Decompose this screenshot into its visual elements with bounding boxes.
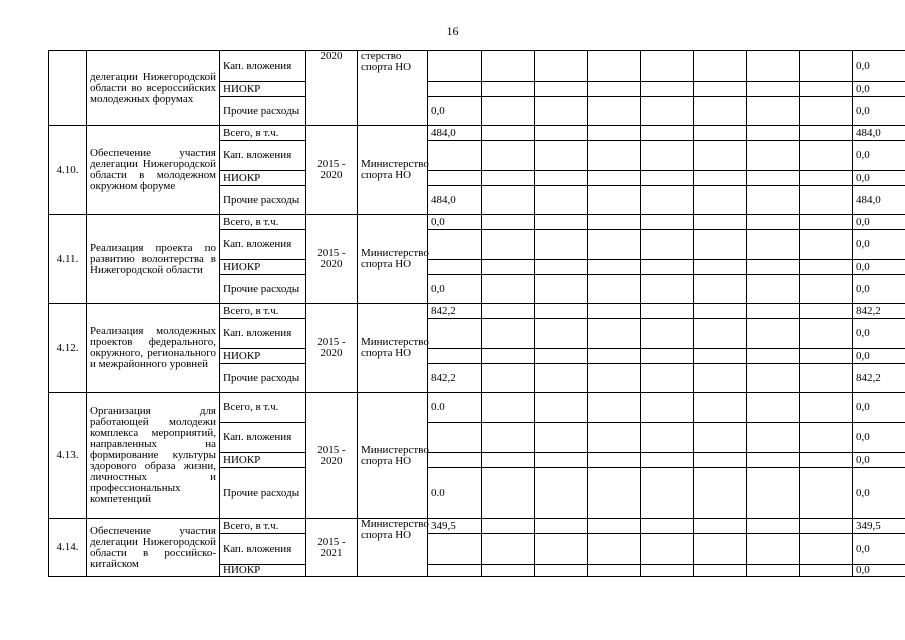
empty-cell xyxy=(694,423,747,453)
item-name: Обеспечение участия делегации Нижегородской области в российско-китайском xyxy=(87,519,220,577)
empty-cell xyxy=(800,364,853,393)
empty-cell xyxy=(747,519,800,534)
empty-cell xyxy=(588,319,641,349)
page-number: 16 xyxy=(446,24,459,38)
empty-cell xyxy=(800,534,853,565)
empty-cell xyxy=(641,364,694,393)
empty-cell xyxy=(588,519,641,534)
total-cell: 0,0 xyxy=(853,82,905,97)
empty-cell xyxy=(641,534,694,565)
empty-cell xyxy=(694,304,747,319)
funding-category: Прочие расходы xyxy=(220,186,306,215)
empty-cell xyxy=(535,230,588,260)
empty-cell xyxy=(747,534,800,565)
empty-cell xyxy=(800,468,853,519)
empty-cell xyxy=(747,364,800,393)
empty-cell xyxy=(800,126,853,141)
empty-cell xyxy=(641,393,694,423)
total-cell: 842,2 xyxy=(853,304,905,319)
empty-cell xyxy=(694,126,747,141)
funding-category: Кап. вложения xyxy=(220,141,306,171)
empty-cell xyxy=(588,453,641,468)
empty-cell xyxy=(482,534,535,565)
funding-category: Кап. вложения xyxy=(220,534,306,565)
empty-cell xyxy=(800,423,853,453)
funding-category: Прочие расходы xyxy=(220,364,306,393)
total-cell: 0,0 xyxy=(853,453,905,468)
total-cell: 0,0 xyxy=(853,423,905,453)
empty-cell xyxy=(694,349,747,364)
empty-cell xyxy=(588,171,641,186)
empty-cell xyxy=(694,141,747,171)
empty-cell xyxy=(482,519,535,534)
funding-category: Кап. вложения xyxy=(220,51,306,82)
funding-category: Прочие расходы xyxy=(220,275,306,304)
empty-cell xyxy=(694,519,747,534)
empty-cell xyxy=(694,275,747,304)
item-number: 4.14. xyxy=(49,519,87,577)
empty-cell xyxy=(694,97,747,126)
empty-cell xyxy=(588,186,641,215)
empty-cell xyxy=(641,468,694,519)
empty-cell xyxy=(800,186,853,215)
value-cell: 0,0 xyxy=(428,97,482,126)
value-cell xyxy=(428,141,482,171)
empty-cell xyxy=(641,260,694,275)
total-cell: 842,2 xyxy=(853,364,905,393)
empty-cell xyxy=(482,319,535,349)
responsible-body: Министерство спорта НО xyxy=(358,215,428,304)
empty-cell xyxy=(694,230,747,260)
funding-category: Прочие расходы xyxy=(220,468,306,519)
value-cell xyxy=(428,453,482,468)
empty-cell xyxy=(747,230,800,260)
empty-cell xyxy=(747,453,800,468)
empty-cell xyxy=(641,230,694,260)
value-cell: 484,0 xyxy=(428,126,482,141)
empty-cell xyxy=(535,275,588,304)
empty-cell xyxy=(588,260,641,275)
total-cell: 0,0 xyxy=(853,230,905,260)
empty-cell xyxy=(482,364,535,393)
empty-cell xyxy=(800,215,853,230)
value-cell: 0,0 xyxy=(428,215,482,230)
empty-cell xyxy=(747,97,800,126)
value-cell xyxy=(428,349,482,364)
empty-cell xyxy=(694,171,747,186)
empty-cell xyxy=(482,453,535,468)
total-cell: 349,5 xyxy=(853,519,905,534)
empty-cell xyxy=(535,171,588,186)
empty-cell xyxy=(800,453,853,468)
empty-cell xyxy=(482,126,535,141)
empty-cell xyxy=(482,51,535,82)
empty-cell xyxy=(588,275,641,304)
empty-cell xyxy=(800,304,853,319)
empty-cell xyxy=(641,275,694,304)
empty-cell xyxy=(535,51,588,82)
empty-cell xyxy=(641,51,694,82)
funding-category: Всего, в т.ч. xyxy=(220,393,306,423)
responsible-body: стерство спорта НО xyxy=(358,51,428,126)
total-cell: 484,0 xyxy=(853,186,905,215)
empty-cell xyxy=(800,97,853,126)
implementation-period: 2015 - 2021 xyxy=(306,519,358,577)
funding-category: Прочие расходы xyxy=(220,97,306,126)
empty-cell xyxy=(588,349,641,364)
table-row xyxy=(49,304,905,319)
empty-cell xyxy=(800,349,853,364)
item-number: 4.10. xyxy=(49,126,87,215)
table-row xyxy=(49,51,905,82)
empty-cell xyxy=(641,349,694,364)
table-row xyxy=(49,215,905,230)
empty-cell xyxy=(641,215,694,230)
funding-category: Всего, в т.ч. xyxy=(220,304,306,319)
item-name: Организация для работающей молодежи комплекса мероприятий, направленных на формирование культуры здорового образа жизни, личностных и профессиональных компетенций xyxy=(87,393,220,519)
empty-cell xyxy=(747,304,800,319)
empty-cell xyxy=(535,393,588,423)
empty-cell xyxy=(535,534,588,565)
total-cell: 0,0 xyxy=(853,468,905,519)
empty-cell xyxy=(694,453,747,468)
total-cell: 0,0 xyxy=(853,393,905,423)
empty-cell xyxy=(482,171,535,186)
empty-cell xyxy=(747,171,800,186)
empty-cell xyxy=(535,186,588,215)
empty-cell xyxy=(535,364,588,393)
empty-cell xyxy=(588,364,641,393)
empty-cell xyxy=(588,304,641,319)
empty-cell xyxy=(747,468,800,519)
empty-cell xyxy=(482,468,535,519)
empty-cell xyxy=(747,565,800,577)
empty-cell xyxy=(588,565,641,577)
empty-cell xyxy=(694,215,747,230)
implementation-period: 2015 - 2020 xyxy=(306,126,358,215)
empty-cell xyxy=(694,186,747,215)
empty-cell xyxy=(535,97,588,126)
funding-category: НИОКР xyxy=(220,171,306,186)
empty-cell xyxy=(535,304,588,319)
total-cell: 0,0 xyxy=(853,260,905,275)
empty-cell xyxy=(800,275,853,304)
responsible-body: Министерство спорта НО xyxy=(358,304,428,393)
funding-category: Кап. вложения xyxy=(220,230,306,260)
value-cell xyxy=(428,171,482,186)
empty-cell xyxy=(694,260,747,275)
budget-table xyxy=(48,50,905,577)
value-cell: 842,2 xyxy=(428,304,482,319)
empty-cell xyxy=(588,468,641,519)
empty-cell xyxy=(800,51,853,82)
funding-category: НИОКР xyxy=(220,82,306,97)
empty-cell xyxy=(482,82,535,97)
empty-cell xyxy=(694,468,747,519)
total-cell: 484,0 xyxy=(853,126,905,141)
value-cell: 842,2 xyxy=(428,364,482,393)
empty-cell xyxy=(535,215,588,230)
empty-cell xyxy=(694,393,747,423)
empty-cell xyxy=(535,565,588,577)
empty-cell xyxy=(694,534,747,565)
total-cell: 0,0 xyxy=(853,171,905,186)
empty-cell xyxy=(694,364,747,393)
empty-cell xyxy=(800,519,853,534)
total-cell: 0,0 xyxy=(853,51,905,82)
empty-cell xyxy=(641,565,694,577)
empty-cell xyxy=(641,97,694,126)
value-cell xyxy=(428,82,482,97)
value-cell xyxy=(428,534,482,565)
empty-cell xyxy=(747,393,800,423)
item-number xyxy=(49,51,87,126)
funding-category: Всего, в т.ч. xyxy=(220,519,306,534)
empty-cell xyxy=(800,141,853,171)
table-row xyxy=(49,126,905,141)
value-cell xyxy=(428,423,482,453)
item-number: 4.12. xyxy=(49,304,87,393)
empty-cell xyxy=(588,126,641,141)
item-name: делегации Нижегородской области во всероссийских молодежных форумах xyxy=(87,51,220,126)
total-cell: 0,0 xyxy=(853,275,905,304)
empty-cell xyxy=(641,186,694,215)
empty-cell xyxy=(535,453,588,468)
empty-cell xyxy=(482,565,535,577)
empty-cell xyxy=(588,534,641,565)
empty-cell xyxy=(482,141,535,171)
total-cell: 0,0 xyxy=(853,565,905,577)
empty-cell xyxy=(535,468,588,519)
empty-cell xyxy=(588,82,641,97)
funding-category: Всего, в т.ч. xyxy=(220,126,306,141)
value-cell: 349,5 xyxy=(428,519,482,534)
empty-cell xyxy=(641,423,694,453)
empty-cell xyxy=(588,230,641,260)
funding-category: Кап. вложения xyxy=(220,319,306,349)
funding-category: Всего, в т.ч. xyxy=(220,215,306,230)
empty-cell xyxy=(641,319,694,349)
empty-cell xyxy=(482,423,535,453)
implementation-period: 2020 xyxy=(306,51,358,126)
implementation-period: 2015 - 2020 xyxy=(306,393,358,519)
value-cell: 0,0 xyxy=(428,275,482,304)
empty-cell xyxy=(694,51,747,82)
total-cell: 0,0 xyxy=(853,97,905,126)
value-cell xyxy=(428,51,482,82)
total-cell: 0,0 xyxy=(853,215,905,230)
item-number: 4.11. xyxy=(49,215,87,304)
empty-cell xyxy=(482,393,535,423)
empty-cell xyxy=(800,319,853,349)
empty-cell xyxy=(482,260,535,275)
empty-cell xyxy=(482,230,535,260)
empty-cell xyxy=(482,275,535,304)
empty-cell xyxy=(535,349,588,364)
empty-cell xyxy=(535,126,588,141)
empty-cell xyxy=(535,519,588,534)
empty-cell xyxy=(641,453,694,468)
empty-cell xyxy=(800,171,853,186)
empty-cell xyxy=(800,260,853,275)
empty-cell xyxy=(535,260,588,275)
empty-cell xyxy=(747,141,800,171)
implementation-period: 2015 - 2020 xyxy=(306,215,358,304)
empty-cell xyxy=(747,186,800,215)
empty-cell xyxy=(588,51,641,82)
value-cell xyxy=(428,319,482,349)
item-number: 4.13. xyxy=(49,393,87,519)
empty-cell xyxy=(588,423,641,453)
item-name: Обеспечение участия делегации Нижегородской области в молодежном окружном форуме xyxy=(87,126,220,215)
total-cell: 0,0 xyxy=(853,319,905,349)
empty-cell xyxy=(482,186,535,215)
value-cell: 0.0 xyxy=(428,468,482,519)
empty-cell xyxy=(641,82,694,97)
value-cell xyxy=(428,230,482,260)
responsible-body: Министерство спорта НО xyxy=(358,393,428,519)
empty-cell xyxy=(482,304,535,319)
responsible-body: Министерство спорта НО xyxy=(358,519,428,577)
empty-cell xyxy=(588,141,641,171)
empty-cell xyxy=(641,141,694,171)
empty-cell xyxy=(588,97,641,126)
empty-cell xyxy=(641,304,694,319)
empty-cell xyxy=(747,126,800,141)
empty-cell xyxy=(588,215,641,230)
item-name: Реализация проекта по развитию волонтерства в Нижегородской области xyxy=(87,215,220,304)
funding-category: НИОКР xyxy=(220,565,306,577)
empty-cell xyxy=(482,349,535,364)
empty-cell xyxy=(747,275,800,304)
empty-cell xyxy=(747,51,800,82)
funding-category: НИОКР xyxy=(220,453,306,468)
empty-cell xyxy=(747,82,800,97)
empty-cell xyxy=(641,171,694,186)
empty-cell xyxy=(641,519,694,534)
empty-cell xyxy=(747,215,800,230)
empty-cell xyxy=(747,319,800,349)
funding-category: НИОКР xyxy=(220,260,306,275)
empty-cell xyxy=(800,393,853,423)
table-row xyxy=(49,393,905,423)
empty-cell xyxy=(747,349,800,364)
empty-cell xyxy=(694,319,747,349)
funding-category: Кап. вложения xyxy=(220,423,306,453)
value-cell xyxy=(428,565,482,577)
item-name: Реализация молодежных проектов федерального, окружного, регионального и межрайонного уровней xyxy=(87,304,220,393)
empty-cell xyxy=(694,82,747,97)
empty-cell xyxy=(800,565,853,577)
value-cell: 484,0 xyxy=(428,186,482,215)
empty-cell xyxy=(747,260,800,275)
total-cell: 0,0 xyxy=(853,141,905,171)
empty-cell xyxy=(588,393,641,423)
implementation-period: 2015 - 2020 xyxy=(306,304,358,393)
empty-cell xyxy=(535,319,588,349)
empty-cell xyxy=(800,82,853,97)
empty-cell xyxy=(535,423,588,453)
table-row xyxy=(49,519,905,534)
value-cell xyxy=(428,260,482,275)
empty-cell xyxy=(482,97,535,126)
empty-cell xyxy=(482,215,535,230)
empty-cell xyxy=(800,230,853,260)
empty-cell xyxy=(694,565,747,577)
empty-cell xyxy=(535,141,588,171)
empty-cell xyxy=(641,126,694,141)
empty-cell xyxy=(535,82,588,97)
value-cell: 0.0 xyxy=(428,393,482,423)
funding-category: НИОКР xyxy=(220,349,306,364)
total-cell: 0,0 xyxy=(853,349,905,364)
responsible-body: Министерство спорта НО xyxy=(358,126,428,215)
empty-cell xyxy=(747,423,800,453)
total-cell: 0,0 xyxy=(853,534,905,565)
